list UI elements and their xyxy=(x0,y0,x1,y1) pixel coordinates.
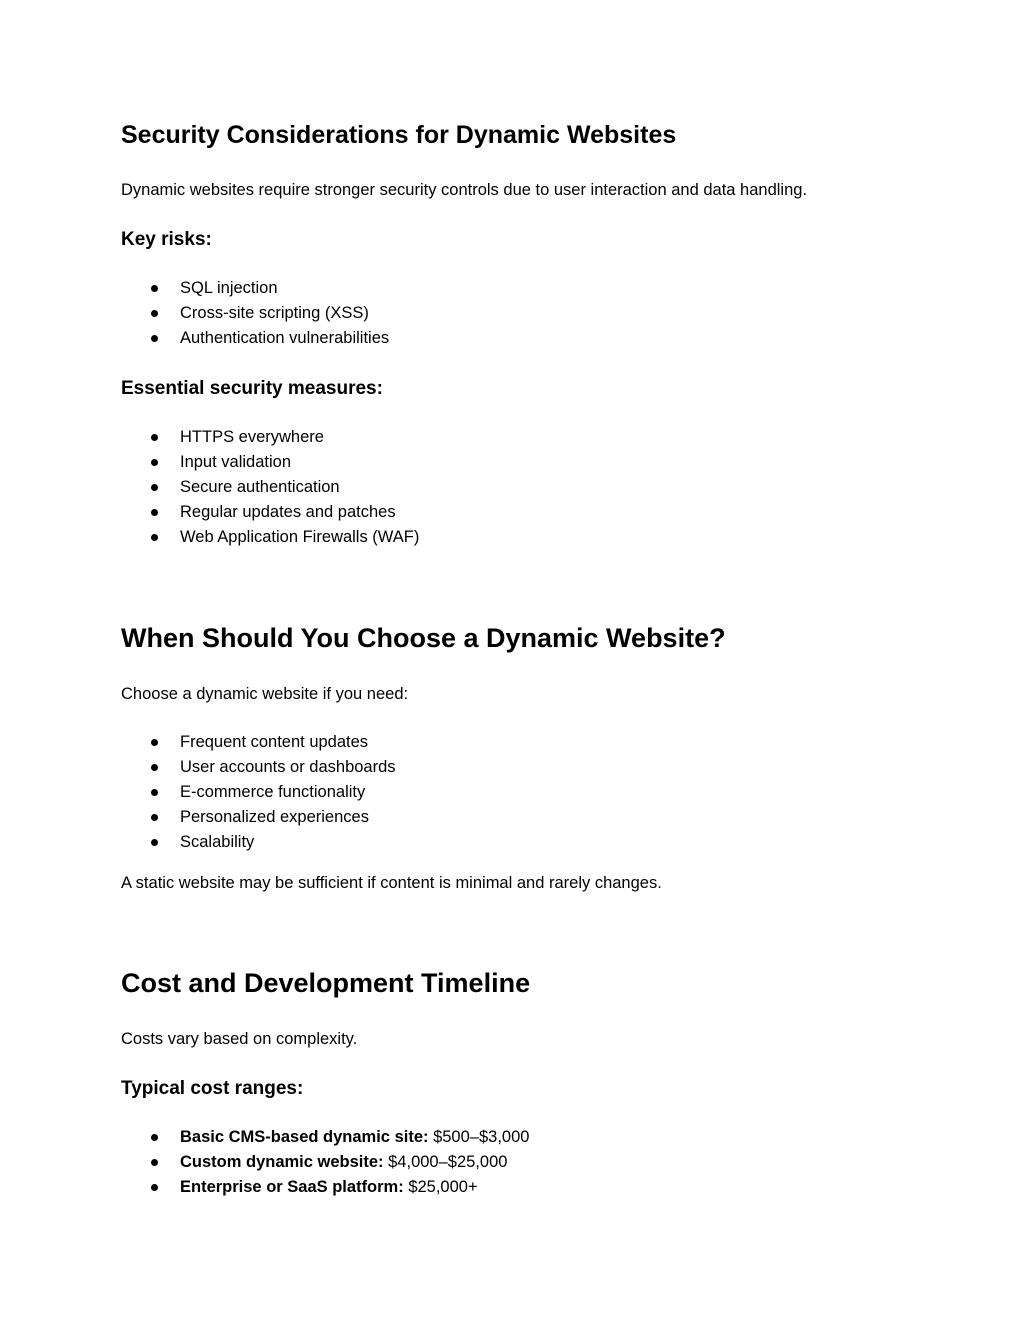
heading-cost-timeline: Cost and Development Timeline xyxy=(121,968,531,998)
cost-ranges-list xyxy=(121,1125,903,1200)
cost-item-label: Enterprise or SaaS platform: xyxy=(180,1178,404,1196)
list-item: Input validation xyxy=(180,450,903,475)
list-item: Scalability xyxy=(180,830,903,855)
list-item: Secure authentication xyxy=(180,475,903,500)
list-item: Web Application Firewalls (WAF) xyxy=(180,525,903,550)
cost-item-value: $4,000–$25,000 xyxy=(383,1153,508,1171)
cost-item-label: Basic CMS-based dynamic site: xyxy=(180,1128,429,1146)
cost-item-label: Custom dynamic website: xyxy=(180,1153,384,1171)
security-measures-list xyxy=(121,425,903,550)
cost-ranges-label: Typical cost ranges: xyxy=(121,1078,304,1099)
security-intro-paragraph: Dynamic websites require stronger security controls due to user interaction and data handling. xyxy=(121,181,808,199)
list-item: Authentication vulnerabilities xyxy=(180,326,903,351)
list-item: Regular updates and patches xyxy=(180,500,903,525)
key-risks-label: Key risks: xyxy=(121,229,212,250)
static-note-paragraph: A static website may be sufficient if content is minimal and rarely changes. xyxy=(121,874,662,892)
choose-intro-paragraph: Choose a dynamic website if you need: xyxy=(121,685,409,703)
list-item: E-commerce functionality xyxy=(180,780,903,805)
list-item: Cross-site scripting (XSS) xyxy=(180,301,903,326)
list-item xyxy=(180,1150,903,1175)
list-item: HTTPS everywhere xyxy=(180,425,903,450)
list-item: User accounts or dashboards xyxy=(180,755,903,780)
list-item: Personalized experiences xyxy=(180,805,903,830)
list-item: SQL injection xyxy=(180,276,903,301)
heading-security-considerations: Security Considerations for Dynamic Websites xyxy=(121,121,677,149)
cost-intro-paragraph: Costs vary based on complexity. xyxy=(121,1030,358,1048)
dynamic-needs-list xyxy=(121,730,903,855)
cost-item-value: $500–$3,000 xyxy=(428,1128,530,1146)
cost-item-value: $25,000+ xyxy=(403,1178,478,1196)
security-measures-label: Essential security measures: xyxy=(121,378,383,399)
heading-when-to-choose: When Should You Choose a Dynamic Website? xyxy=(121,623,726,653)
list-item xyxy=(180,1125,903,1150)
list-item xyxy=(180,1175,903,1200)
list-item: Frequent content updates xyxy=(180,730,903,755)
key-risks-list xyxy=(121,276,903,351)
